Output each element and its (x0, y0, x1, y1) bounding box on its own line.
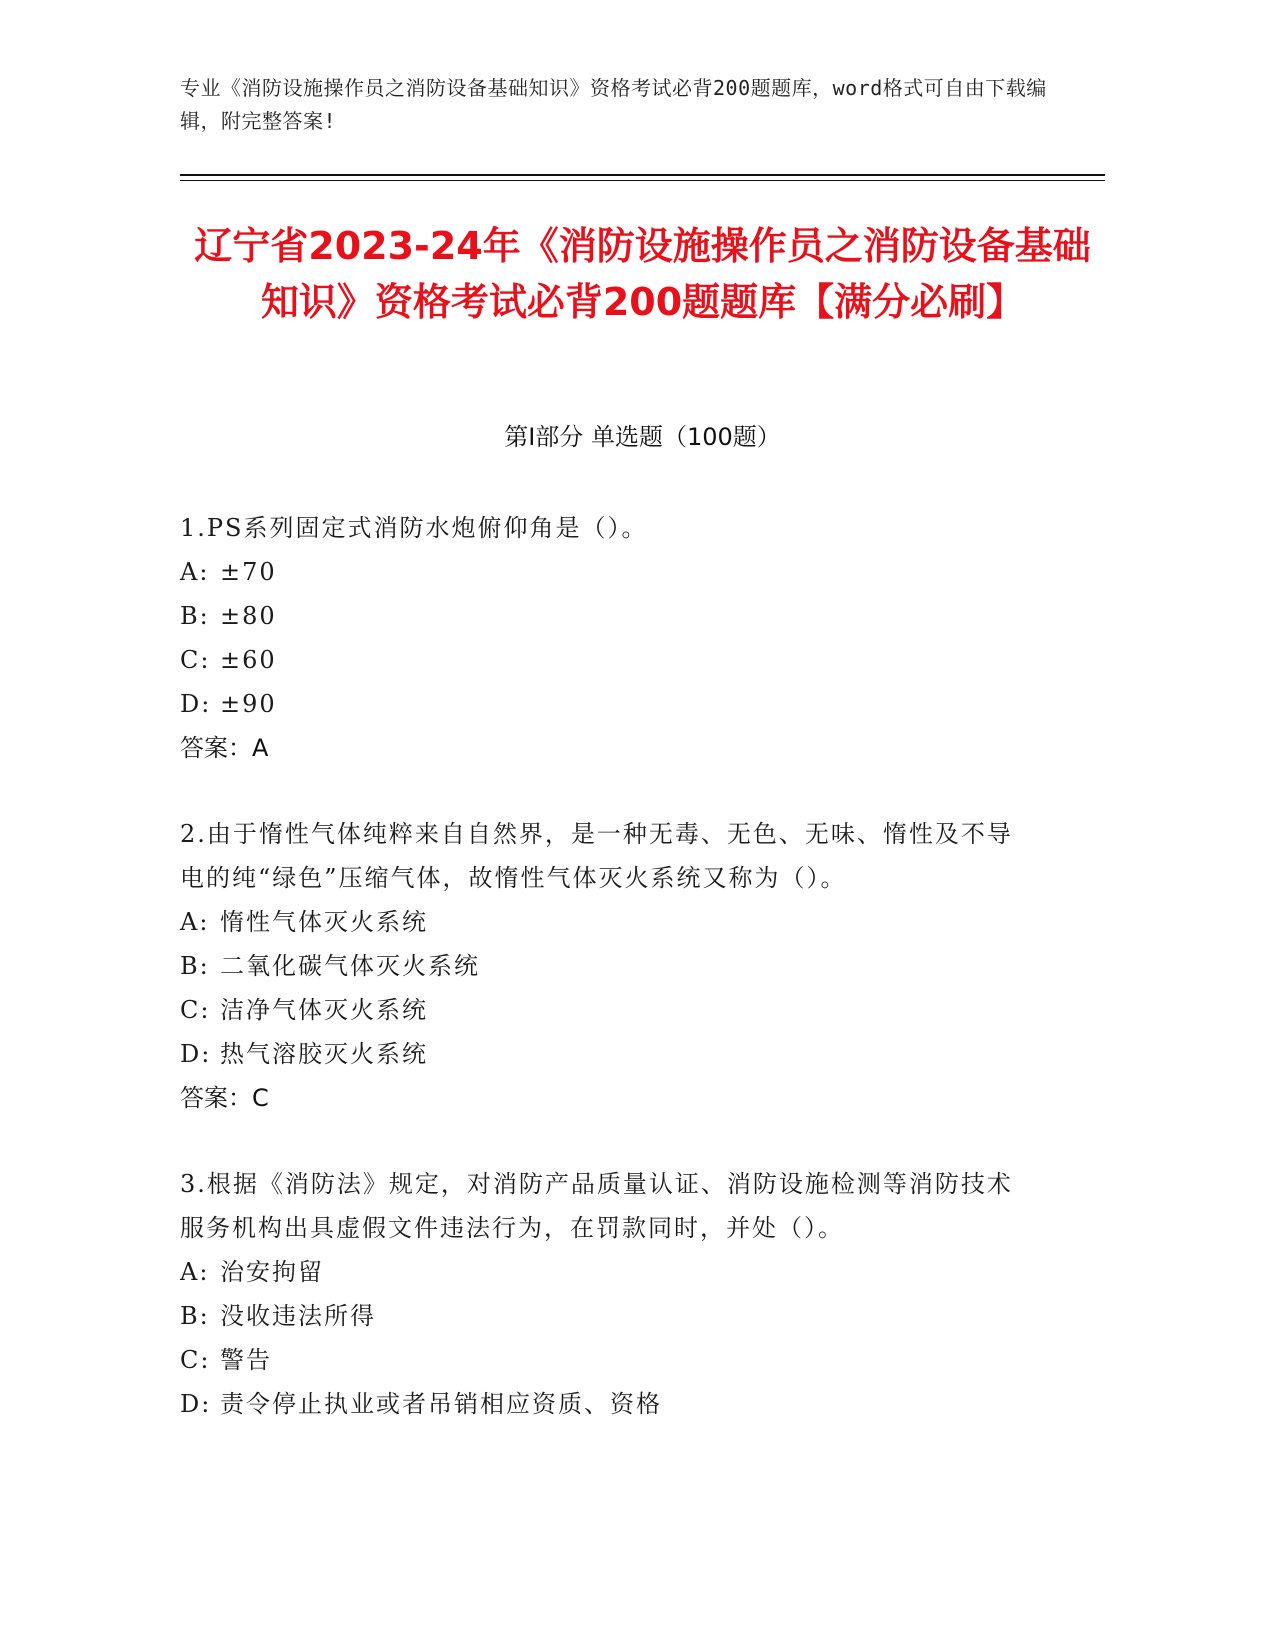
option-c (180, 988, 1020, 1032)
option-key: D: (180, 690, 212, 718)
option-d (180, 1382, 1020, 1426)
option-key: C: (180, 1346, 211, 1374)
document-title: 辽宁省2023-24年《消防设施操作员之消防设备基础知识》资格考试必背200题题库【满分必刷】 (194, 224, 1091, 324)
option-key: D: (180, 1390, 212, 1418)
option-key: A: (180, 908, 210, 936)
question-3 (180, 1162, 1020, 1426)
option-key: D: (180, 1040, 212, 1068)
question-answer: 答案：C (180, 1084, 269, 1112)
question-2 (180, 812, 1020, 1120)
question-stem: 3.根据《消防法》规定，对消防产品质量认证、消防设施检测等消防技术服务机构出具虚假文件违法行为，在罚款同时，并处（）。 (180, 1170, 1013, 1242)
option-b (180, 944, 1020, 988)
option-key: C: (180, 646, 211, 674)
option-d (180, 1032, 1020, 1076)
option-b (180, 594, 1020, 638)
option-text: 责令停止执业或者吊销相应资质、资格 (220, 1390, 662, 1418)
option-b (180, 1294, 1020, 1338)
option-text: 洁净气体灭火系统 (220, 996, 428, 1024)
option-text: 没收违法所得 (220, 1302, 376, 1330)
option-a (180, 1250, 1020, 1294)
option-key: B: (180, 602, 210, 630)
option-c (180, 638, 1020, 682)
question-stem: 2.由于惰性气体纯粹来自自然界，是一种无毒、无色、无味、惰性及不导电的纯“绿色”压缩气体，故惰性气体灭火系统又称为（）。 (180, 820, 1013, 892)
option-text: ±80 (220, 602, 277, 630)
header-divider-thick (180, 174, 1105, 176)
option-c (180, 1338, 1020, 1382)
question-1 (180, 506, 1020, 770)
option-key: C: (180, 996, 211, 1024)
option-key: B: (180, 1302, 210, 1330)
option-key: A: (180, 558, 210, 586)
option-text: ±70 (220, 558, 277, 586)
question-stem: 1.PS系列固定式消防水炮俯仰角是（）。 (180, 514, 648, 542)
section-title: 第Ⅰ部分 单选题（100题） (504, 423, 781, 451)
header-divider-thin (180, 180, 1105, 181)
option-text: 惰性气体灭火系统 (220, 908, 428, 936)
question-list (180, 506, 1020, 1468)
header-note: 专业《消防设施操作员之消防设备基础知识》资格考试必背200题题库，word格式可自由下载编辑，附完整答案! (180, 76, 1047, 133)
option-text: ±60 (220, 646, 277, 674)
option-a (180, 900, 1020, 944)
option-text: 热气溶胶灭火系统 (220, 1040, 428, 1068)
option-d (180, 682, 1020, 726)
option-text: ±90 (220, 690, 277, 718)
question-answer: 答案：A (180, 734, 269, 762)
option-text: 二氧化碳气体灭火系统 (220, 952, 480, 980)
option-text: 治安拘留 (220, 1258, 324, 1286)
option-key: A: (180, 1258, 210, 1286)
option-text: 警告 (220, 1346, 272, 1374)
option-key: B: (180, 952, 210, 980)
option-a (180, 550, 1020, 594)
